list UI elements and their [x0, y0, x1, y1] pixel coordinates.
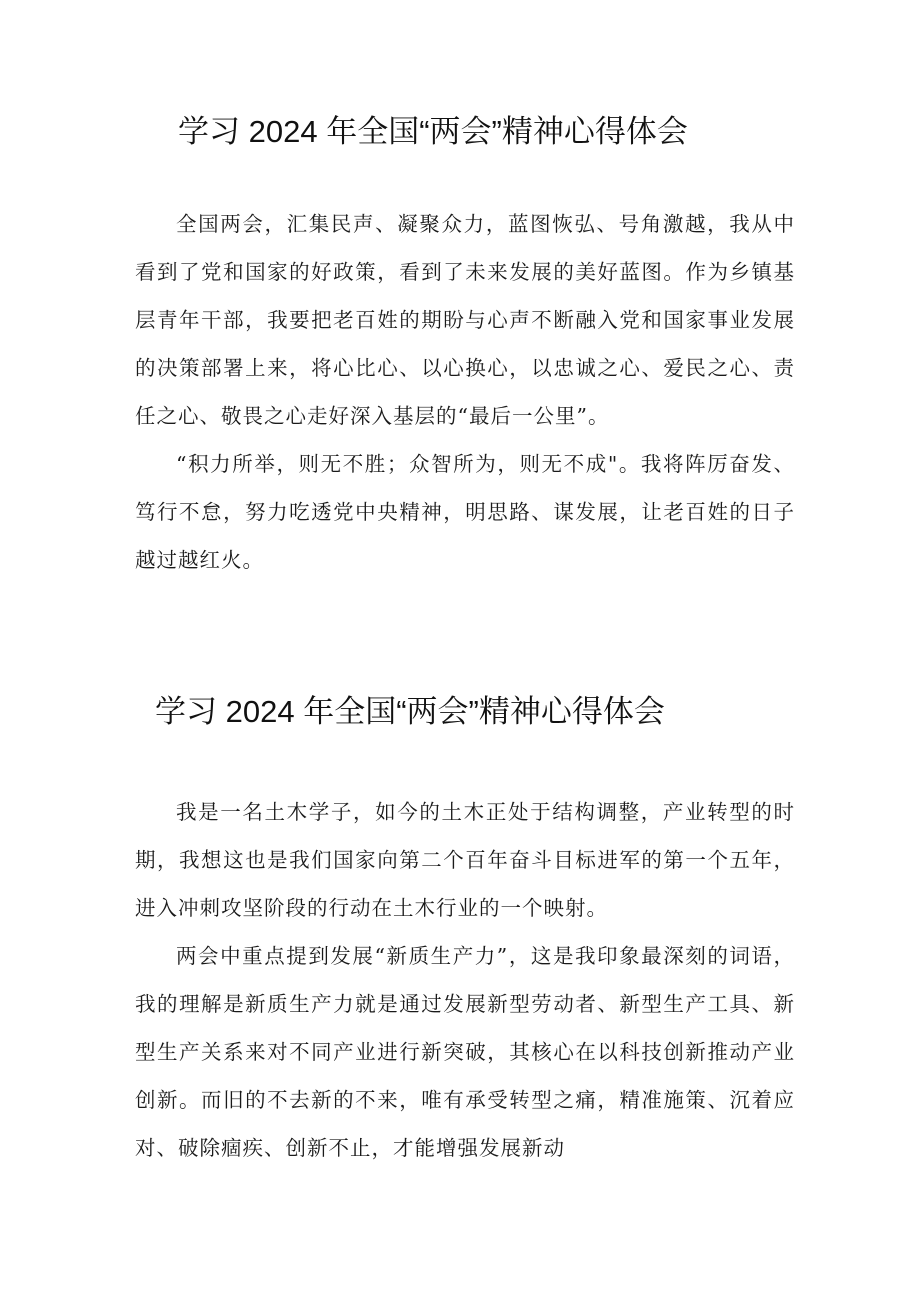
article-title-1: 学习 2024 年全国“两会”精神心得体会: [178, 114, 688, 149]
paragraph: 我是一名土木学子，如今的土木正处于结构调整，产业转型的时期，我想这也是我们国家向第二个百年奋斗目标进军的第一个五年，进入冲刺攻坚阶段的行动在土木行业的一个映射。: [135, 800, 795, 920]
article-title-2: 学习 2024 年全国“两会”精神心得体会: [155, 694, 665, 729]
paragraph: 全国两会，汇集民声、凝聚众力，蓝图恢弘、号角激越，我从中看到了党和国家的好政策，看到了未来发展的美好蓝图。作为乡镇基层青年干部，我要把老百姓的期盼与心声不断融入党和国家事业发展的决策部署上来，将心比心、以心换心，以忠诚之心、爱民之心、责任之心、敬畏之心走好深入基层的“最后一公里”。: [135, 212, 795, 428]
paragraph: “积力所举，则无不胜；众智所为，则无不成"。我将阵厉奋发、笃行不怠，努力吃透党中央精神，明思路、谋发展，让老百姓的日子越过越红火。: [135, 452, 795, 572]
article-body-1: [135, 200, 795, 584]
article-body-2: [135, 788, 795, 1172]
paragraph: 两会中重点提到发展“新质生产力”，这是我印象最深刻的词语，我的理解是新质生产力就是通过发展新型劳动者、新型生产工具、新型生产关系来对不同产业进行新突破，其核心在以科技创新推动产业创新。而旧的不去新的不来，唯有承受转型之痛，精准施策、沉着应对、破除痼疾、创新不止，才能增强发展新动: [135, 944, 795, 1160]
